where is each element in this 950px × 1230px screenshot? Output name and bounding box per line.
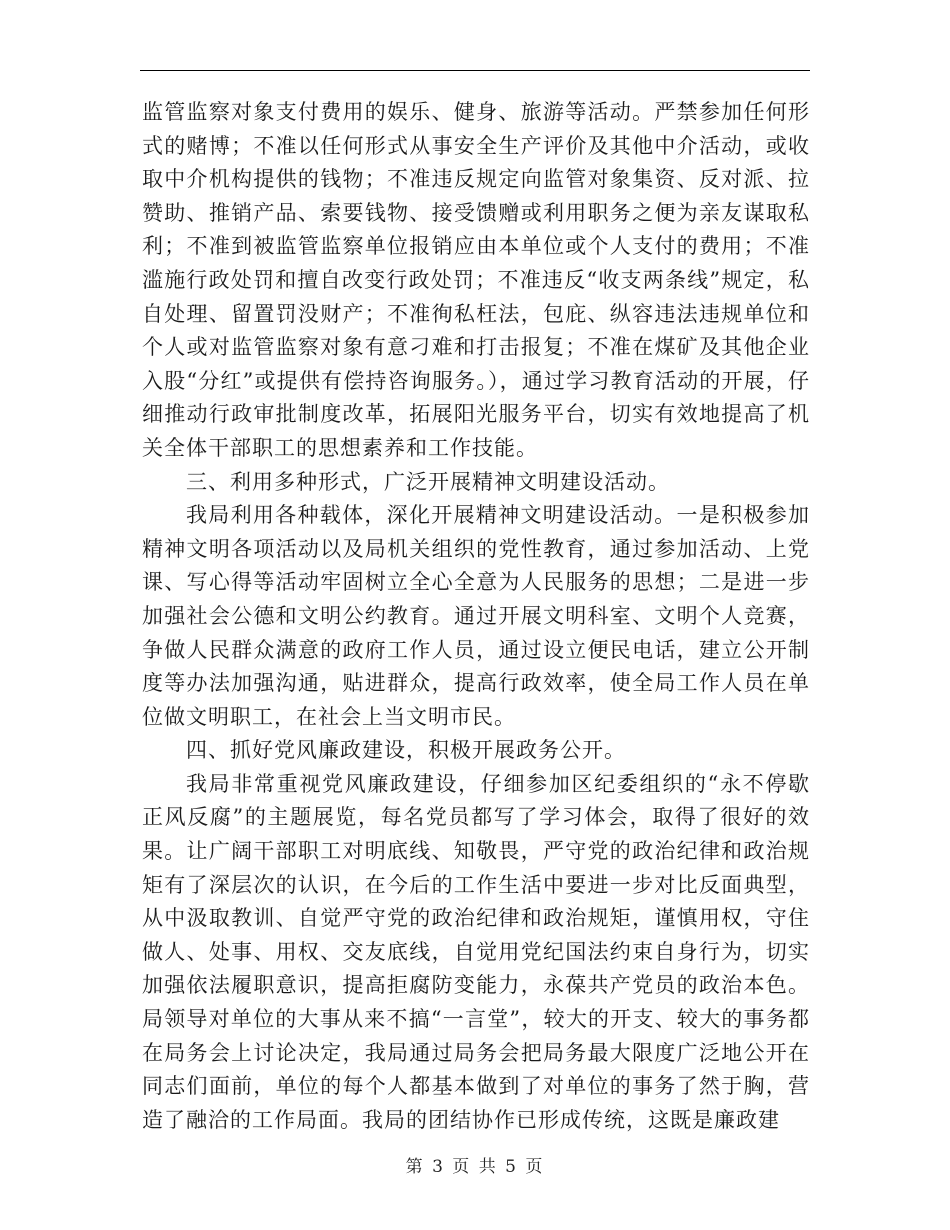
paragraph-3: 我局利用各种载体，深化开展精神文明建设活动。一是积极参加精神文明各项活动以及局机关组织的党性教育，通过参加活动、上党课、写心得等活动牢固树立全心全意为人民服务的思想；二是进一步加强社会公德和文明公约教育。通过开展文明科室、文明个人竞赛，争做人民群众满意的政府工作人员，通过设立便民电话，建立公开制度等办法加强沟通，贴进群众，提高行政效率，使全局工作人员在单位做文明职工，在社会上当文明市民。 (142, 503, 810, 729)
section-heading-4: 四、抓好党风廉政建设，积极开展政务公开。 (186, 738, 626, 763)
section-heading-3: 三、利用多种形式，广泛开展精神文明建设活动。 (186, 469, 670, 494)
paragraph-1: 监管监察对象支付费用的娱乐、健身、旅游等活动。严禁参加任何形式的赌博；不准以任何形式从事安全生产评价及其他中介活动，或收取中介机构提供的钱物；不准违反规定向监管对象集资、反对派、拉赞助、推销产品、索要钱物、接受馈赠或利用职务之便为亲友谋取私利；不准到被监管监察单位报销应由本单位或个人支付的费用；不准滥施行政处罚和擅自改变行政处罚；不准违反“收支两条线”规定，私自处理、留置罚没财产；不准徇私枉法，包庇、纵容违法违规单位和个人或对监管监察对象有意刁难和打击报复；不准在煤矿及其他企业入股“分红”或提供有偿持咨询服务。），通过学习教育活动的开展，仔细推动行政审批制度改革，拓展阳光服务平台，切实有效地提高了机关全体干部职工的思想素养和工作技能。 (142, 100, 810, 460)
document-body (142, 96, 810, 1137)
page-number: 第 3 页 共 5 页 (405, 1157, 545, 1177)
paragraph-5: 我局非常重视党风廉政建设，仔细参加区纪委组织的“永不停歇正风反腐”的主题展览，每名党员都写了学习体会，取得了很好的效果。让广阔干部职工对明底线、知敬畏，严守党的政治纪律和政治规矩有了深层次的认识，在今后的工作生活中要进一步对比反面典型，从中汲取教训、自觉严守党的政治纪律和政治规矩，谨慎用权，守住做人、处事、用权、交友底线，自觉用党纪国法约束自身行为，切实加强依法履职意识，提高拒腐防变能力，永葆共产党员的政治本色。局领导对单位的大事从来不搞“一言堂”，较大的开支、较大的事务都在局务会上讨论决定，我局通过局务会把局务最大限度广泛地公开在同志们面前，单位的每个人都基本做到了对单位的事务了然于胸，营造了融洽的工作局面。我局的团结协作已形成传统，这既是廉政建 (142, 771, 810, 1132)
header-rule (140, 70, 810, 71)
